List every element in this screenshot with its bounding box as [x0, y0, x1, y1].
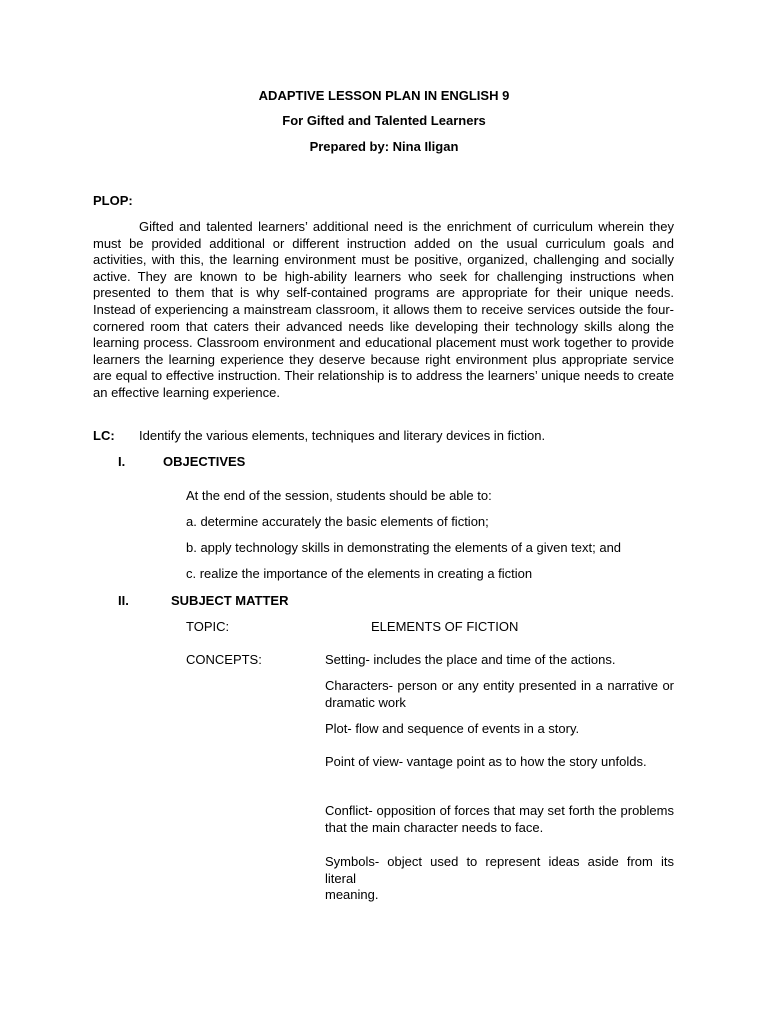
- concept-setting: Setting- includes the place and time of the actions.: [325, 652, 616, 667]
- objective-item: a. determine accurately the basic elements of fiction;: [186, 514, 489, 529]
- concept-symbols-line: Symbols- object used to represent ideas aside from its: [325, 854, 674, 869]
- objectives-intro: At the end of the session, students should be able to:: [186, 488, 492, 503]
- objectives-number: I.: [118, 454, 126, 469]
- objective-item: b. apply technology skills in demonstrating the elements of a given text; and: [186, 540, 622, 555]
- plop-paragraph: Gifted and talented learners’ additional need is the enrichment of curriculum wherein they must be provided additional or different instruction added on the usual curriculum goals and activities, with this, the learning environment must be positive, organized, challenging and socially active. They are known to be high-ability learners who seek for challenging instructions when presented to them that is why self-contained programs are appropriate for their unique needs. Instead of experiencing a mainstream classroom, it allows them to receive services outside the four-cornered room that caters their advanced needs like developing their technology skills along the learning process. Classroom environment and educational placement must work together to provide learners the learning experience they deserve because right environment plus appropriate service are equal to effective instruction. Their relationship is to address the learners’ unique needs to create an effective learning experience.: [93, 219, 674, 400]
- document-subtitle: For Gifted and Talented Learners: [282, 113, 486, 128]
- document-title: ADAPTIVE LESSON PLAN IN ENGLISH 9: [258, 88, 510, 103]
- objective-item: c. realize the importance of the elements in creating a fiction: [186, 566, 533, 581]
- lc-label: LC:: [93, 428, 115, 443]
- concept-conflict: Conflict- opposition of forces that may set forth the problems that the main character needs to face.: [325, 803, 674, 835]
- concept-symbols-line: literal: [325, 870, 357, 886]
- prepared-by: Prepared by: Nina Iligan: [309, 139, 459, 154]
- concept-symbols: [325, 854, 674, 904]
- lc-row: [93, 428, 545, 444]
- concepts-label: CONCEPTS:: [186, 652, 262, 667]
- plop-heading: PLOP:: [93, 193, 133, 208]
- topic-label: TOPIC:: [186, 619, 230, 634]
- concept-symbols-line: meaning.: [325, 887, 379, 902]
- topic-value: ELEMENTS OF FICTION: [371, 619, 519, 634]
- objectives-title: OBJECTIVES: [163, 454, 246, 469]
- concept-plot: Plot- flow and sequence of events in a story.: [325, 721, 580, 736]
- subject-matter-title: SUBJECT MATTER: [171, 593, 289, 608]
- concept-point-of-view: Point of view- vantage point as to how the story unfolds.: [325, 754, 647, 769]
- subject-matter-number: II.: [118, 593, 129, 608]
- concept-characters: Characters- person or any entity presented in a narrative or dramatic work: [325, 678, 674, 710]
- lc-text: Identify the various elements, techniques and literary devices in fiction.: [139, 428, 546, 443]
